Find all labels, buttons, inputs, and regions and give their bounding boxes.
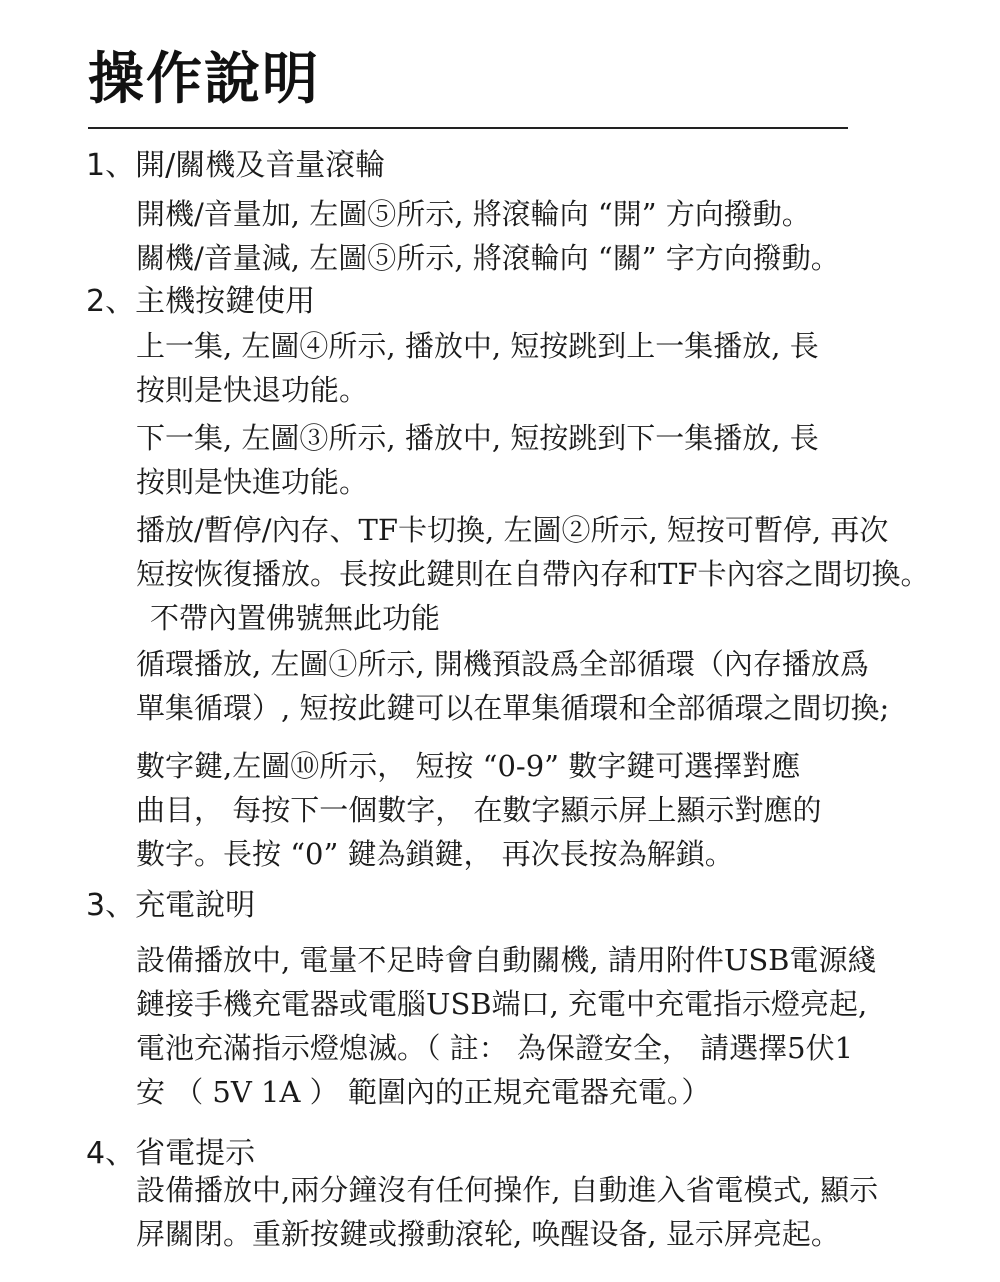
- text-line: 不帶內置佛號無此功能: [150, 601, 441, 635]
- text-line: 鏈接手機充電器或電腦USB端口, 充電中充電指示燈亮起,: [136, 987, 868, 1021]
- paragraph-power-saving: [136, 1168, 946, 1256]
- title-divider: [88, 127, 848, 129]
- paragraph-loop-play: [136, 642, 946, 730]
- text-line: 數字。長按 “0” 鍵為鎖鍵， 再次長按為解鎖。: [136, 837, 734, 871]
- text-line: 短按恢復播放。長按此鍵則在自帶內存和TF卡內容之間切換。: [136, 557, 930, 591]
- text-line: 設備播放中,兩分鐘沒有任何操作, 自動進入省電模式, 顯示: [136, 1173, 879, 1207]
- text-line: 上一集, 左圖④所示, 播放中, 短按跳到上一集播放, 長: [136, 329, 819, 363]
- text-line: 電池充滿指示燈熄滅。（ 註： 為保證安全， 請選擇5伏1: [136, 1031, 854, 1065]
- page-title: 操作說明: [88, 47, 320, 112]
- text-line: 下一集, 左圖③所示, 播放中, 短按跳到下一集播放, 長: [136, 421, 819, 455]
- text-line: 播放/暫停/內存、TF卡切換, 左圖②所示, 短按可暫停, 再次: [136, 513, 889, 547]
- text-line: 數字鍵,左圖⑩所示， 短按 “0-9” 數字鍵可選擇對應: [136, 749, 801, 783]
- paragraph-play-pause: [136, 508, 946, 640]
- text-line: 開機/音量加, 左圖⑤所示, 將滾輪向 “開” 方向撥動。: [136, 197, 811, 231]
- section-heading-power-saving: 4、省電提示: [86, 1136, 256, 1171]
- paragraph-power-volume: [136, 192, 946, 280]
- section-heading-charging: 3、充電說明: [86, 888, 256, 923]
- paragraph-charging: [136, 938, 946, 1114]
- paragraph-next-track: [136, 416, 946, 504]
- text-line: 曲目， 每按下一個數字， 在數字顯示屏上顯示對應的: [136, 793, 822, 827]
- text-line: 單集循環）, 短按此鍵可以在單集循環和全部循環之間切換;: [136, 691, 890, 725]
- text-line: 按則是快進功能。: [136, 465, 369, 499]
- section-heading-buttons: 2、主機按鍵使用: [86, 284, 316, 319]
- text-line: 屏關閉。重新按鍵或撥動滾轮, 唤醒设备, 显示屏亮起。: [136, 1217, 840, 1251]
- text-line: 安 （ 5V 1A ） 範圍內的正規充電器充電。）: [136, 1075, 711, 1109]
- section-heading-power-volume: 1、開/關機及音量滾輪: [86, 148, 386, 183]
- paragraph-number-keys: [136, 744, 946, 876]
- text-line: 設備播放中, 電量不足時會自動關機, 請用附件USB電源綫: [136, 943, 877, 977]
- paragraph-previous-track: [136, 324, 946, 412]
- text-line: 關機/音量減, 左圖⑤所示, 將滾輪向 “關” 字方向撥動。: [136, 241, 840, 275]
- text-line: 按則是快退功能。: [136, 373, 369, 407]
- text-line: 循環播放, 左圖①所示, 開機預設爲全部循環（內存播放爲: [136, 647, 869, 681]
